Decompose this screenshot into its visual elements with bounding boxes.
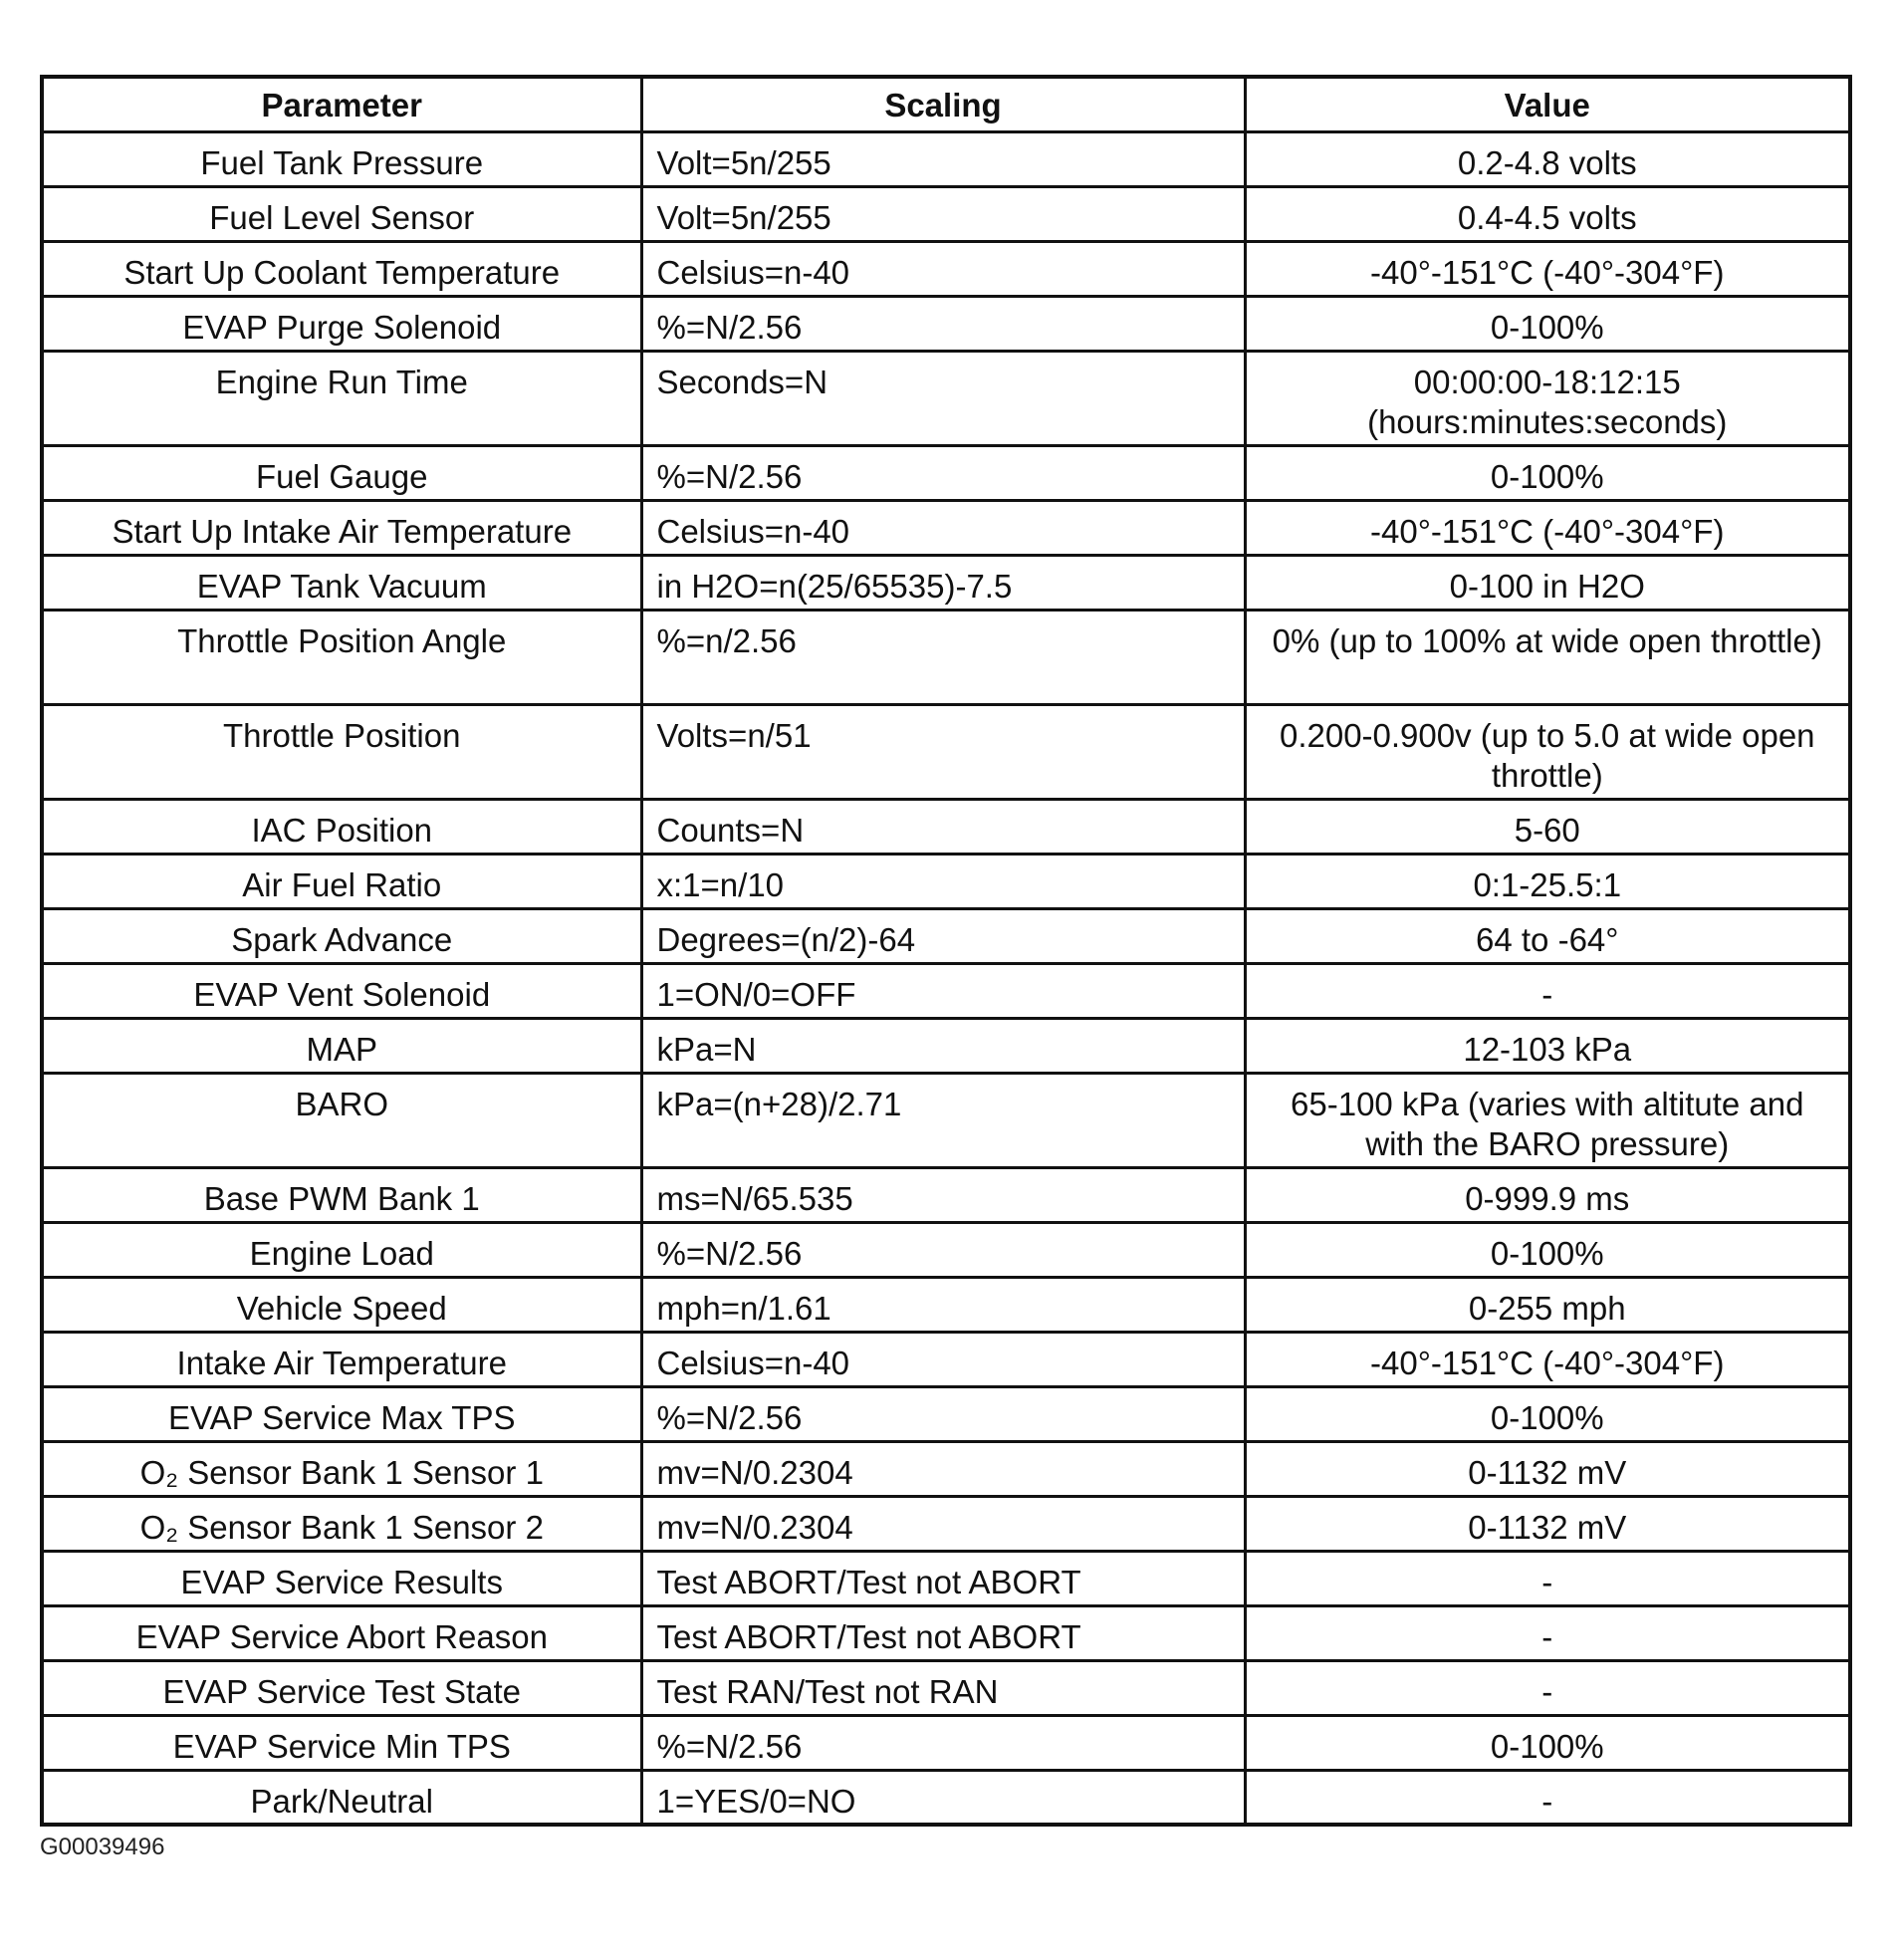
table-row (42, 1332, 1850, 1386)
parameter-cell: Engine Run Time (42, 351, 641, 445)
scaling-cell: ms=N/65.535 (641, 1167, 1245, 1222)
parameter-cell: BARO (42, 1073, 641, 1167)
scaling-cell: Counts=N (641, 799, 1245, 854)
parameter-cell: IAC Position (42, 799, 641, 854)
value-cell: -40°-151°C (-40°-304°F) (1245, 500, 1850, 555)
parameter-table (40, 75, 1852, 1827)
scaling-cell: %=N/2.56 (641, 1222, 1245, 1277)
parameter-cell: EVAP Service Min TPS (42, 1715, 641, 1770)
scaling-cell: Seconds=N (641, 351, 1245, 445)
table-row (42, 1715, 1850, 1770)
parameter-cell: O₂ Sensor Bank 1 Sensor 1 (42, 1441, 641, 1496)
value-cell: 0-100% (1245, 445, 1850, 500)
scaling-cell: Volt=5n/255 (641, 186, 1245, 241)
table-row (42, 1073, 1850, 1167)
scaling-cell: Degrees=(n/2)-64 (641, 908, 1245, 963)
parameter-cell: EVAP Tank Vacuum (42, 555, 641, 610)
parameter-cell: EVAP Service Max TPS (42, 1386, 641, 1441)
value-cell: - (1245, 1660, 1850, 1715)
scaling-cell: mv=N/0.2304 (641, 1496, 1245, 1551)
table-row (42, 1018, 1850, 1073)
table-row (42, 1605, 1850, 1660)
table-row (42, 1660, 1850, 1715)
scaling-cell: %=N/2.56 (641, 1386, 1245, 1441)
header-value: Value (1245, 77, 1850, 131)
table-row (42, 445, 1850, 500)
parameter-cell: Engine Load (42, 1222, 641, 1277)
table-row (42, 1386, 1850, 1441)
table-row (42, 555, 1850, 610)
figure-id: G00039496 (40, 1834, 165, 1860)
table-row (42, 908, 1850, 963)
table-row (42, 1770, 1850, 1825)
value-cell: -40°-151°C (-40°-304°F) (1245, 241, 1850, 296)
parameter-cell: Throttle Position (42, 704, 641, 799)
table-body (42, 131, 1850, 1825)
header-scaling: Scaling (641, 77, 1245, 131)
value-cell: 0-100% (1245, 296, 1850, 351)
value-cell: 0.4-4.5 volts (1245, 186, 1850, 241)
parameter-cell: Fuel Gauge (42, 445, 641, 500)
parameter-cell: Base PWM Bank 1 (42, 1167, 641, 1222)
value-cell: 0-1132 mV (1245, 1441, 1850, 1496)
value-cell: - (1245, 1551, 1850, 1605)
scaling-cell: kPa=N (641, 1018, 1245, 1073)
scaling-cell: %=n/2.56 (641, 610, 1245, 704)
scaling-cell: %=N/2.56 (641, 1715, 1245, 1770)
header-parameter: Parameter (42, 77, 641, 131)
parameter-cell: Intake Air Temperature (42, 1332, 641, 1386)
table-row (42, 704, 1850, 799)
table-row (42, 131, 1850, 186)
value-cell: 0-255 mph (1245, 1277, 1850, 1332)
table-row (42, 1222, 1850, 1277)
value-cell: 0.200-0.900v (up to 5.0 at wide open throttle) (1245, 704, 1850, 799)
table-row (42, 610, 1850, 704)
scaling-cell: in H2O=n(25/65535)-7.5 (641, 555, 1245, 610)
table-row (42, 799, 1850, 854)
parameter-cell: EVAP Purge Solenoid (42, 296, 641, 351)
table-row (42, 1277, 1850, 1332)
value-cell: 0-100% (1245, 1386, 1850, 1441)
table-row (42, 351, 1850, 445)
scaling-cell: Celsius=n-40 (641, 500, 1245, 555)
value-cell: 0:1-25.5:1 (1245, 854, 1850, 908)
parameter-cell: EVAP Service Results (42, 1551, 641, 1605)
table-row (42, 500, 1850, 555)
value-cell: - (1245, 1605, 1850, 1660)
scaling-cell: mph=n/1.61 (641, 1277, 1245, 1332)
scaling-cell: mv=N/0.2304 (641, 1441, 1245, 1496)
scaling-cell: 1=ON/0=OFF (641, 963, 1245, 1018)
value-cell: - (1245, 1770, 1850, 1825)
parameter-cell: Air Fuel Ratio (42, 854, 641, 908)
value-cell: 0-100% (1245, 1222, 1850, 1277)
parameter-cell: Fuel Tank Pressure (42, 131, 641, 186)
parameter-cell: Vehicle Speed (42, 1277, 641, 1332)
scaling-cell: x:1=n/10 (641, 854, 1245, 908)
value-cell: 64 to -64° (1245, 908, 1850, 963)
scaling-cell: Test ABORT/Test not ABORT (641, 1605, 1245, 1660)
parameter-cell: Park/Neutral (42, 1770, 641, 1825)
parameter-cell: Throttle Position Angle (42, 610, 641, 704)
table-row (42, 854, 1850, 908)
value-cell: 0-999.9 ms (1245, 1167, 1850, 1222)
scaling-cell: 1=YES/0=NO (641, 1770, 1245, 1825)
value-cell: 0-100 in H2O (1245, 555, 1850, 610)
scaling-cell: Volt=5n/255 (641, 131, 1245, 186)
parameter-cell: Start Up Coolant Temperature (42, 241, 641, 296)
table-row (42, 1551, 1850, 1605)
scaling-cell: %=N/2.56 (641, 296, 1245, 351)
scaling-cell: Celsius=n-40 (641, 241, 1245, 296)
parameter-cell: O₂ Sensor Bank 1 Sensor 2 (42, 1496, 641, 1551)
value-cell: 0-1132 mV (1245, 1496, 1850, 1551)
parameter-cell: EVAP Service Test State (42, 1660, 641, 1715)
value-cell: 12-103 kPa (1245, 1018, 1850, 1073)
scaling-cell: kPa=(n+28)/2.71 (641, 1073, 1245, 1167)
parameter-cell: Fuel Level Sensor (42, 186, 641, 241)
scaling-cell: Volts=n/51 (641, 704, 1245, 799)
value-cell: - (1245, 963, 1850, 1018)
table-row (42, 241, 1850, 296)
parameter-cell: Spark Advance (42, 908, 641, 963)
value-cell: 65-100 kPa (varies with altitute and with the BARO pressure) (1245, 1073, 1850, 1167)
value-cell: 5-60 (1245, 799, 1850, 854)
value-cell: 00:00:00-18:12:15 (hours:minutes:seconds) (1245, 351, 1850, 445)
parameter-cell: Start Up Intake Air Temperature (42, 500, 641, 555)
scaling-cell: Test RAN/Test not RAN (641, 1660, 1245, 1715)
parameter-cell: EVAP Vent Solenoid (42, 963, 641, 1018)
parameter-cell: EVAP Service Abort Reason (42, 1605, 641, 1660)
table-row (42, 296, 1850, 351)
value-cell: 0% (up to 100% at wide open throttle) (1245, 610, 1850, 704)
table-row (42, 963, 1850, 1018)
value-cell: -40°-151°C (-40°-304°F) (1245, 1332, 1850, 1386)
table-row (42, 1441, 1850, 1496)
table-row (42, 1167, 1850, 1222)
value-cell: 0-100% (1245, 1715, 1850, 1770)
value-cell: 0.2-4.8 volts (1245, 131, 1850, 186)
scaling-cell: Celsius=n-40 (641, 1332, 1245, 1386)
header-row (42, 77, 1850, 131)
scaling-cell: %=N/2.56 (641, 445, 1245, 500)
parameter-cell: MAP (42, 1018, 641, 1073)
table-row (42, 1496, 1850, 1551)
scaling-cell: Test ABORT/Test not ABORT (641, 1551, 1245, 1605)
table-row (42, 186, 1850, 241)
